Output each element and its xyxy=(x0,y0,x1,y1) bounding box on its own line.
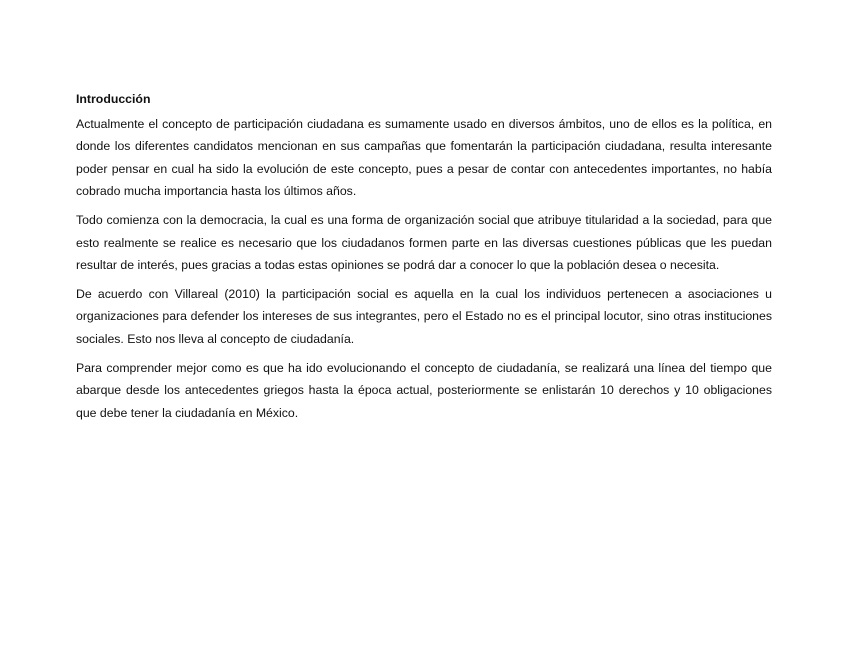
paragraph-2: Todo comienza con la democracia, la cual es una forma de organización social que atribuye titularidad a la sociedad, para que esto realmente se realice es necesario que los ciudadanos formen parte en las diversas cuestiones públicas que les puedan resultar de interés, pues gracias a todas estas opiniones se podrá dar a conocer lo que la población desea o necesita. xyxy=(76,212,772,273)
paragraph-3: De acuerdo con Villareal (2010) la participación social es aquella en la cual los individuos pertenecen a asociaciones u organizaciones para defender los intereses de sus integrantes, pero el Estado no es el principal locutor, sino otras instituciones sociales. Esto nos lleva al concepto de ciudadanía. xyxy=(76,286,772,346)
paragraph-1: Actualmente el concepto de participación ciudadana es sumamente usado en diversos ámbitos, uno de ellos es la política, en donde los diferentes candidatos mencionan en sus campañas que fomentarán la participación ciudadana, resulta interesante poder pensar en cual ha sido la evolución de este concepto, pues a pesar de contar con antecedentes importantes, no había cobrado mucha importancia hasta los últimos años. xyxy=(76,116,772,199)
paragraph-4: Para comprender mejor como es que ha ido evolucionando el concepto de ciudadanía, se realizará una línea del tiempo que abarque desde los antecedentes griegos hasta la época actual, posteriormente se enlistarán 10 derechos y 10 obligaciones que debe tener la ciudadanía en México. xyxy=(76,360,772,420)
section-heading: Introducción xyxy=(76,92,151,106)
document-body xyxy=(76,88,772,430)
